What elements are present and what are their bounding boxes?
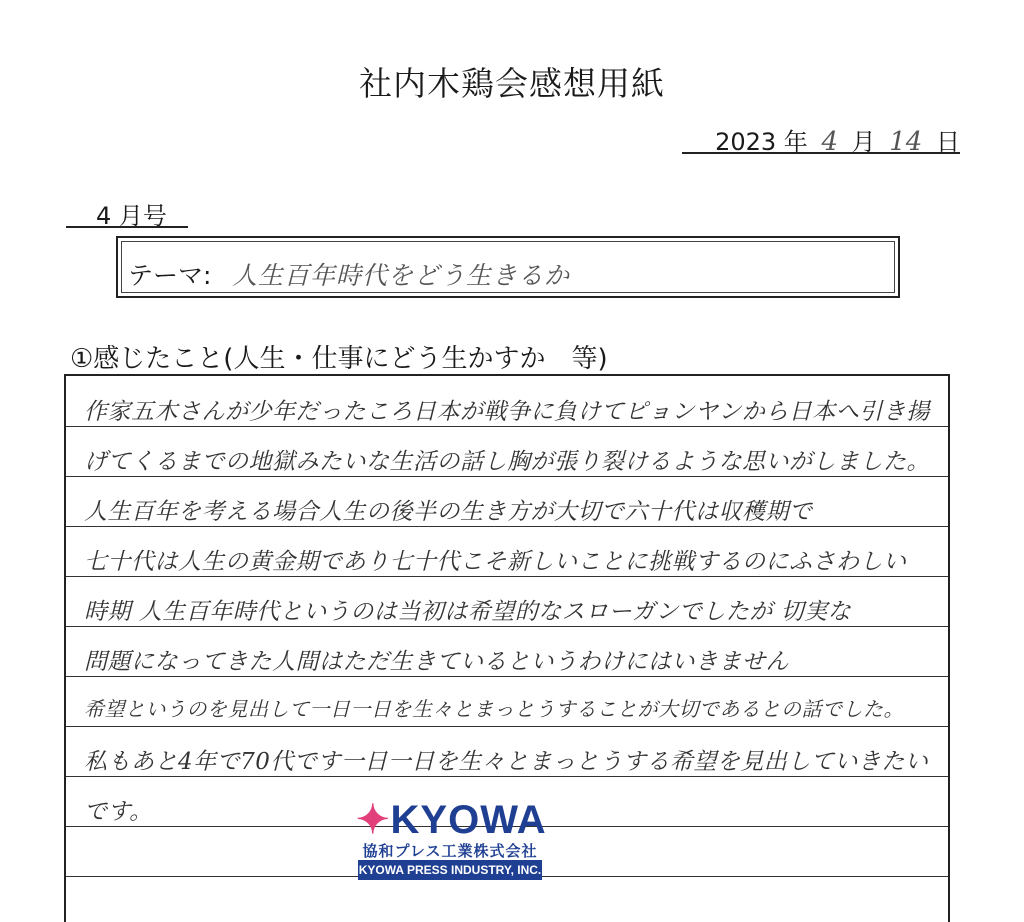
issue-field	[66, 196, 188, 228]
theme-value: 人生百年時代をどう生きるか	[232, 261, 571, 290]
kyowa-logo	[356, 798, 547, 882]
date-year: 2023	[715, 128, 777, 156]
logo-k-mark: ✦	[356, 798, 391, 842]
handwritten-line: 問題になってきた人間はただ生きているというわけにはいきません	[84, 649, 789, 675]
date-month: 4	[821, 127, 838, 157]
handwritten-line: 七十代は人生の黄金期であり七十代こそ新しいことに挑戦するのにふさわしい	[84, 549, 907, 575]
ruled-line	[66, 476, 948, 477]
logo-word: ✦KYOWA	[356, 798, 547, 842]
ruled-line	[66, 626, 948, 627]
form-title: 社内木鶏会感想用紙	[359, 64, 665, 103]
date-day-unit: 日	[936, 128, 960, 156]
handwritten-line: 私もあと4年で70代です一日一日を生々とまっとうする希望を見出していきたい	[84, 749, 929, 775]
logo-japanese: 協和プレス工業株式会社	[362, 842, 538, 860]
date-year-unit: 年	[783, 128, 808, 156]
date-field	[682, 122, 960, 157]
ruled-line	[66, 776, 948, 777]
handwritten-line: 作家五木さんが少年だったころ日本が戦争に負けてピョンヤンから日本へ引き揚	[84, 399, 930, 425]
handwritten-line: 時期 人生百年時代というのは当初は希望的なスローガンでしたが 切実な	[84, 599, 852, 625]
theme-box	[116, 236, 900, 298]
handwritten-line: げてくるまでの地獄みたいな生活の話し胸が張り裂けるような思いがしました。	[84, 449, 930, 475]
ruled-line	[66, 576, 948, 577]
issue-label: 4 月号	[96, 202, 167, 230]
ruled-line	[66, 426, 948, 427]
date-day: 14	[889, 127, 923, 157]
handwritten-line: です。	[84, 799, 153, 825]
section-title: ①感じたこと(人生・仕事にどう生かすか 等)	[70, 344, 608, 374]
ruled-line	[66, 726, 948, 727]
logo-english: KYOWA PRESS INDUSTRY, INC.	[358, 860, 542, 880]
handwritten-line: 希望というのを見出して一日一日を生々とまっとうすることが大切であるとの話でした。	[84, 697, 904, 721]
ruled-line	[66, 526, 948, 527]
date-month-unit: 月	[851, 128, 876, 156]
ruled-line	[66, 676, 948, 677]
handwritten-line: 人生百年を考える場合人生の後半の生き方が大切で六十代は収穫期で	[84, 499, 813, 525]
theme-label: テーマ:	[128, 261, 212, 290]
